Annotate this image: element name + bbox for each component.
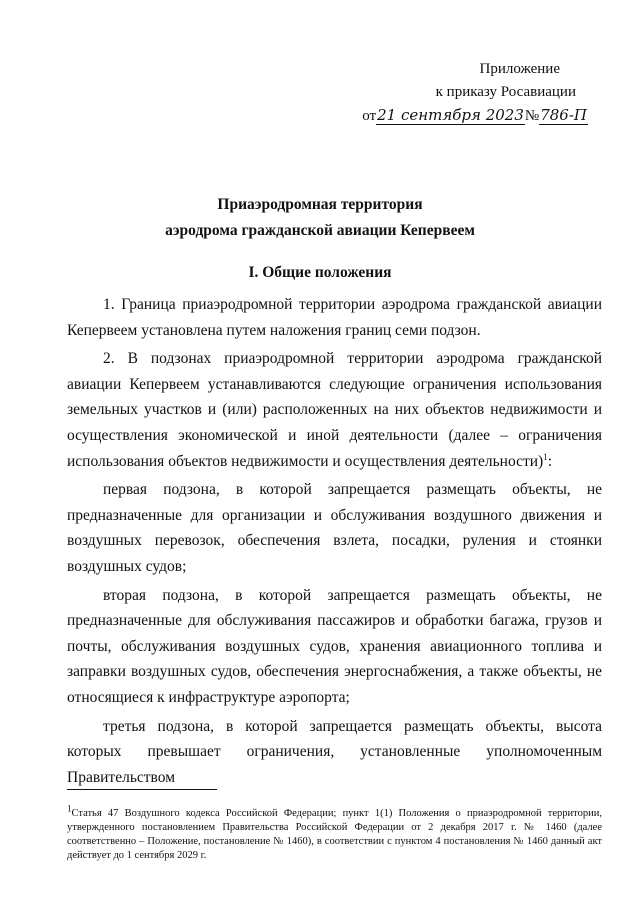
footnote-reference: 1 [543, 451, 548, 462]
footnote-mark: 1 [67, 803, 72, 814]
handwritten-number: 786-П [540, 106, 587, 124]
annex-date-number-line [358, 104, 588, 128]
paragraph-subzone-2: вторая подзона, в которой запрещается размещать объекты, не предназначенные для обслуживания пассажиров и обработки багажа, грузов и почты, обслуживания воздушных судов, хранения авиационного топлива и заправки воздушных судов, обеспечения энергоснабжения, а также объекты, не относящиеся к инфраструктуре аэропорта; [67, 586, 602, 706]
paragraph-2 [67, 346, 602, 474]
number-sign: № [524, 108, 540, 124]
annex-order-reference: к приказу Росавиации [435, 84, 576, 100]
footnote-separator [67, 789, 217, 790]
paragraph-1: 1. Граница приаэродромной территории аэродрома гражданской авиации Кепервеем установлена путем наложения границ семи подзон. [67, 296, 602, 339]
paragraph-subzone-3: третья подзона, в которой запрещается размещать объекты, высота которых превышает ограничения, установленные уполномоченным Правительством [67, 717, 602, 786]
document-body [67, 292, 602, 790]
footnote-text: Статья 47 Воздушного кодекса Российской Федерации; пункт 1(1) Положения о приаэродромной территории, утвержденного постановлением Правительства Российской Федерации от 2 декабря 2017 г. № 1460 (далее соответственно – Положение, постановление № 1460), в соответствии с пунктом 4 постановления № 1460 данный акт действует до 1 сентября 2029 г. [67, 808, 602, 861]
paragraph-subzone-1: первая подзона, в которой запрещается размещать объекты, не предназначенные для организации и обслуживания воздушного движения и воздушных перевозок, обеспечения взлета, посадки, руления и стоянки воздушных судов; [67, 481, 602, 575]
footnote [67, 803, 602, 863]
paragraph-2-tail: : [547, 452, 553, 470]
annex-from-prefix: от [362, 108, 377, 124]
annex-header [358, 58, 588, 128]
document-title-line-1: Приаэродромная территория [217, 196, 423, 213]
paragraph-2-text: 2. В подзонах приаэродромной территории аэродрома гражданской авиации Кепервеем устанавливаются следующие ограничения использования земельных участков и (или) расположенных на них объектов недвижимости и осуществления экономической и иной деятельности (далее – ограничения использования объектов недвижимости и осуществления деятельности) [67, 350, 602, 470]
annex-label: Приложение [479, 61, 560, 77]
handwritten-date: 21 сентября 2023 [377, 106, 524, 124]
document-title-line-2: аэродрома гражданской авиации Кепервеем [165, 222, 475, 239]
section-heading: I. Общие положения [248, 264, 392, 281]
